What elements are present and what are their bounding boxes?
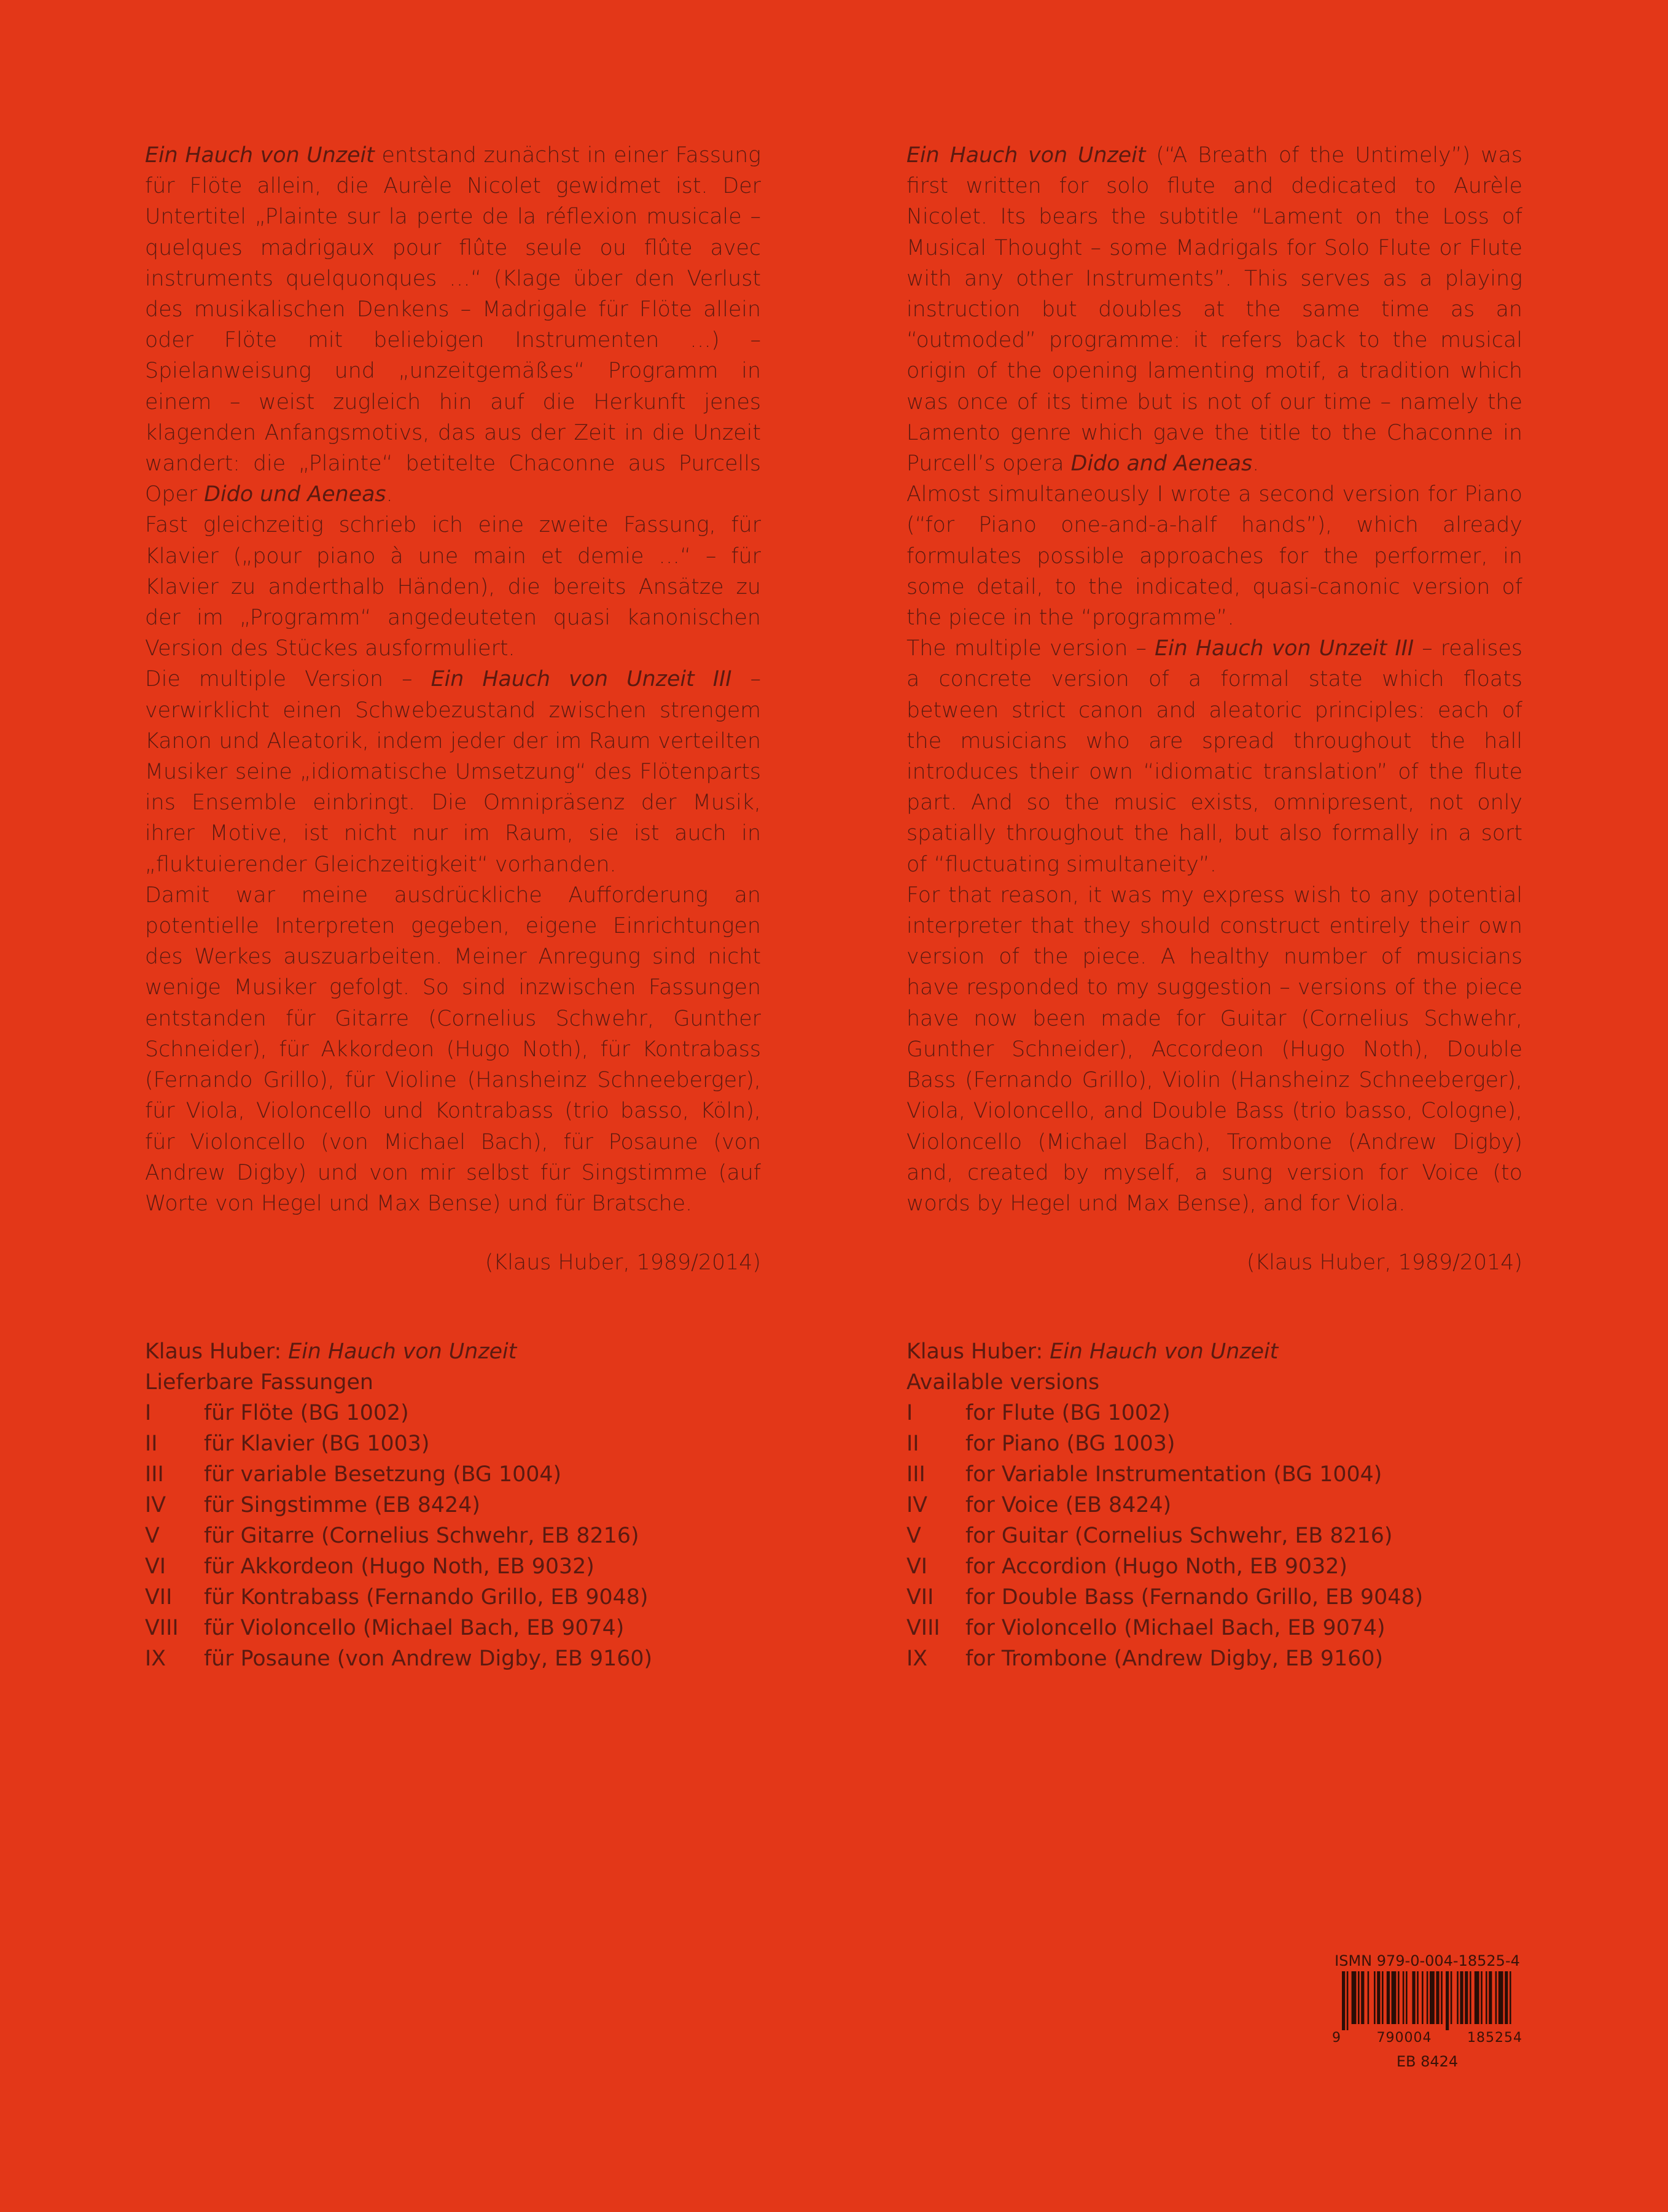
- version-text: für Posaune (von Andrew Digby, EB 9160): [204, 1646, 653, 1671]
- version-item: [906, 1551, 1522, 1582]
- barcode-bar: [1361, 1971, 1364, 2024]
- barcode-digits-left: 790004: [1376, 2030, 1432, 2046]
- paragraph-text: The multiple version –: [906, 636, 1155, 661]
- version-number: II: [145, 1431, 158, 1456]
- german-paragraph: [145, 880, 761, 1219]
- version-text: für Gitarre (Cornelius Schwehr, EB 8216): [204, 1524, 639, 1548]
- italic-title: Ein Hauch von Unzeit: [145, 143, 375, 168]
- version-text: for Piano (BG 1003): [965, 1431, 1175, 1456]
- version-item: [906, 1398, 1522, 1428]
- version-text: für variable Besetzung (BG 1004): [204, 1462, 562, 1487]
- version-number: VIII: [906, 1616, 940, 1640]
- versions-heading: Available versions: [906, 1370, 1100, 1395]
- version-item: [145, 1613, 761, 1643]
- version-text: für Akkordeon (Hugo Noth, EB 9032): [204, 1554, 594, 1579]
- work-title: Ein Hauch von Unzeit: [288, 1339, 517, 1364]
- english-paragraph: [906, 880, 1522, 1219]
- work-title: Ein Hauch von Unzeit: [1050, 1339, 1279, 1364]
- paragraph-text: Almost simultaneously I wrote a second version for Piano (“for Piano one-and-a-half hands”), which already formulates possible approaches for the performer, in some detail, to the indicated, quasi-canonic version of the piece in the “programme”.: [906, 482, 1522, 631]
- barcode-bar: [1486, 1971, 1487, 2024]
- version-text: for Double Bass (Fernando Grillo, EB 9048): [965, 1585, 1424, 1610]
- italic-title: Ein Hauch von Unzeit: [906, 143, 1146, 168]
- paragraph-text: Fast gleichzeitig schrieb ich eine zweite Fassung, für Klavier („pour piano à une main et demie …“ – für Klavier zu anderthalb Händen), die bereits Ansätze zu der im „Programm“ angedeuteten quasi kanonischen Version des Stückes ausformuliert.: [145, 513, 761, 661]
- barcode-bar: [1489, 1971, 1492, 2024]
- version-text: für Kontrabass (Fernando Grillo, EB 9048): [204, 1585, 649, 1610]
- paragraph-text: – verwirklicht einen Schwebezustand zwischen strengem Kanon und Aleatorik, indem jeder der im Raum verteilten Musiker seine „idiomatische Umsetzung“ des Flötenparts ins Ensemble einbringt. Die Omnipräsenz der Musik, ihrer Motive, ist nicht nur im Raum, sie ist auch in „fluktuierender Gleichzeitigkeit“ vorhanden.: [145, 667, 761, 877]
- paragraph-text: Die multiple Version –: [145, 667, 431, 692]
- barcode-bar: [1475, 1971, 1479, 2024]
- version-text: für Flöte (BG 1002): [204, 1401, 409, 1425]
- paragraph-text: entstand zunächst in einer Fassung für Flöte allein, die Aurèle Nicolet gewidmet ist. Der Untertitel „Plainte sur la perte de la réflexion musicale – quelques madrigaux pour flûte seule ou flûte avec instruments quelquonques …“ (Klage über den Verlust des musikalischen Denkens – Madrigale für Flöte allein oder Flöte mit beliebigen Instrumenten …) – Spielanweisung und „unzeitgemäßes“ Programm in einem – weist zugleich hin auf die Herkunft jenes klagenden Anfangsmotivs, das aus der Zeit in die Unzeit wandert: die „Plainte“ betitelte Chaconne aus Purcells Oper: [145, 143, 762, 507]
- barcode-bar: [1460, 1971, 1463, 2024]
- version-text: für Klavier (BG 1003): [204, 1431, 430, 1456]
- version-number: IV: [145, 1493, 166, 1517]
- barcode-bar: [1347, 1971, 1349, 2030]
- versions-items: [906, 1398, 1522, 1674]
- barcode-bar: [1446, 1971, 1449, 2030]
- composer-name: Klaus Huber:: [906, 1339, 1050, 1364]
- barcode-bar: [1352, 1971, 1357, 2024]
- version-text: for Trombone (Andrew Digby, EB 9160): [965, 1646, 1384, 1671]
- ismn-number: ISMN 979-0-004-18525-4: [1335, 1952, 1520, 1969]
- version-item: [145, 1582, 761, 1613]
- version-number: VII: [906, 1585, 934, 1610]
- versions-heading: Lieferbare Fassungen: [145, 1370, 373, 1395]
- barcode-icon: [1339, 1971, 1515, 2030]
- english-paragraph: [906, 479, 1522, 633]
- version-item: [145, 1398, 761, 1428]
- version-item: [145, 1551, 761, 1582]
- german-versions-list: [145, 1336, 761, 1674]
- versions-title-line: [906, 1336, 1522, 1367]
- barcode-bar: [1441, 1971, 1443, 2024]
- barcode-bar: [1406, 1971, 1408, 2024]
- version-item: [145, 1459, 761, 1490]
- barcode-bar: [1403, 1971, 1405, 2024]
- version-item: [145, 1490, 761, 1521]
- barcode-bar: [1427, 1971, 1428, 2024]
- barcode-bar: [1436, 1971, 1439, 2024]
- barcode-bar: [1417, 1971, 1419, 2024]
- italic-title: Ein Hauch von Unzeit III: [1155, 636, 1414, 661]
- english-text-column: [906, 140, 1522, 1278]
- barcode-bar: [1412, 1971, 1415, 2024]
- version-item: [906, 1643, 1522, 1674]
- version-number: VI: [906, 1554, 928, 1579]
- barcode-bar: [1430, 1971, 1435, 2024]
- german-paragraphs: [145, 140, 761, 1219]
- version-text: for Violoncello (Michael Bach, EB 9074): [965, 1616, 1385, 1640]
- english-paragraph: [906, 140, 1522, 479]
- version-number: V: [906, 1524, 921, 1548]
- italic-title: Ein Hauch von Unzeit III: [431, 667, 732, 692]
- version-item: [145, 1428, 761, 1459]
- barcode-bar: [1465, 1971, 1468, 2024]
- barcode-bar: [1505, 1971, 1508, 2024]
- version-number: IX: [906, 1646, 928, 1671]
- edition-number: EB 8424: [1396, 2053, 1459, 2070]
- barcode-bar: [1398, 1971, 1400, 2024]
- version-item: [906, 1490, 1522, 1521]
- barcode-digits: [1328, 2030, 1526, 2046]
- version-number: VI: [145, 1554, 166, 1579]
- german-text-column: [145, 140, 761, 1278]
- barcode-bar: [1457, 1971, 1459, 2024]
- version-number: III: [145, 1462, 164, 1487]
- version-item: [906, 1428, 1522, 1459]
- version-number: VII: [145, 1585, 173, 1610]
- paragraph-text: – realises a concrete version of a formal state which floats between strict canon and aleatoric principles: each of the musicians who are spread throughout the hall introduces their own “idiomatic translation” of the flute part. And so the music exists, omnipresent, not only spatially throughout the hall, but also formally in a sort of “fluctuating simultaneity”.: [906, 636, 1522, 877]
- barcode-bar: [1481, 1971, 1483, 2024]
- barcode-bar: [1342, 1971, 1345, 2030]
- version-text: for Accordion (Hugo Noth, EB 9032): [965, 1554, 1347, 1579]
- german-signature: (Klaus Huber, 1989/2014): [485, 1250, 761, 1275]
- version-item: [145, 1521, 761, 1551]
- version-item: [906, 1582, 1522, 1613]
- barcode-bar: [1451, 1971, 1452, 2024]
- paragraph-text: .: [386, 482, 393, 507]
- italic-title: Dido und Aeneas: [204, 482, 386, 507]
- english-paragraph: [906, 633, 1522, 880]
- paragraph-text: For that reason, it was my express wish to any potential interpreter that they should construct entirely their own version of the piece. A healthy number of musicians have responded to my suggestion – versions of the piece have now been made for Guitar (Cornelius Schwehr, Gunther Schneider), Accordeon (Hugo Noth), Double Bass (Fernando Grillo), Violin (Hansheinz Schneeberger), Viola, Violoncello, and Double Bass (trio basso, Cologne), Violoncello (Michael Bach), Trombone (Andrew Digby) and, created by myself, a sung version for Voice (to words by Hegel und Max Bense), and for Viola.: [906, 882, 1522, 1216]
- version-item: [906, 1459, 1522, 1490]
- barcode-block: [1328, 1952, 1526, 2071]
- paragraph-text: (“A Breath of the Untimely”) was first written for solo flute and dedicated to Aurèle Nicolet. Its bears the subtitle “Lament on the Loss of Musical Thought – some Madrigals for Solo Flute or Flute with any other Instruments”. This serves as a playing instruction but doubles at the same time as an “outmoded” programme: it refers back to the musical origin of the opening lamenting motif, a tradition which was once of its time but is not of our time – namely the Lamento genre which gave the title to the Chaconne in Purcell’s opera: [906, 143, 1523, 477]
- english-signature: (Klaus Huber, 1989/2014): [1246, 1250, 1522, 1275]
- barcode-bar: [1368, 1971, 1370, 2024]
- barcode-bar: [1377, 1971, 1380, 2024]
- version-text: for Variable Instrumentation (BG 1004): [965, 1462, 1382, 1487]
- version-number: IX: [145, 1646, 166, 1671]
- barcode-bar: [1498, 1971, 1503, 2024]
- composer-name: Klaus Huber:: [145, 1339, 289, 1364]
- version-number: I: [906, 1401, 913, 1425]
- barcode-bar: [1422, 1971, 1424, 2024]
- version-number: I: [145, 1401, 152, 1425]
- paragraph-text: Damit war meine ausdrückliche Aufforderung an potentielle Interpreten gegeben, eigene Einrichtungen des Werkes auszuarbeiten. Meiner Anregung sind nicht wenige Musiker gefolgt. So sind inzwischen Fassungen entstanden für Gitarre (Cornelius Schwehr, Gunther Schneider), für Akkordeon (Hugo Noth), für Kontrabass (Fernando Grillo), für Violine (Hansheinz Schneeberger), für Viola, Violoncello und Kontrabass (trio basso, Köln), für Violoncello (von Michael Bach), für Posaune (von Andrew Digby) und von mir selbst für Singstimme (auf Worte von Hegel und Max Bense) und für Bratsche.: [145, 882, 761, 1216]
- german-paragraph: [145, 510, 761, 664]
- german-paragraph: [145, 140, 761, 510]
- barcode-bar: [1387, 1971, 1390, 2024]
- version-item: [906, 1521, 1522, 1551]
- version-number: V: [145, 1524, 160, 1548]
- barcode-bar: [1470, 1971, 1471, 2024]
- version-item: [906, 1613, 1522, 1643]
- version-text: for Guitar (Cornelius Schwehr, EB 8216): [965, 1524, 1393, 1548]
- english-paragraphs: [906, 140, 1522, 1219]
- version-number: VIII: [145, 1616, 179, 1640]
- version-text: for Voice (EB 8424): [965, 1493, 1172, 1517]
- barcode-bar: [1374, 1971, 1376, 2024]
- versions-title-line: [145, 1336, 761, 1367]
- german-paragraph: [145, 664, 761, 879]
- version-text: für Singstimme (EB 8424): [204, 1493, 480, 1517]
- version-text: für Violoncello (Michael Bach, EB 9074): [204, 1616, 625, 1640]
- paragraph-text: .: [1252, 451, 1260, 477]
- version-text: for Flute (BG 1002): [965, 1401, 1171, 1425]
- barcode-bar: [1495, 1971, 1497, 2024]
- version-item: [145, 1643, 761, 1674]
- barcode-bar: [1392, 1971, 1397, 2024]
- barcode-digit-lead: 9: [1332, 2030, 1341, 2046]
- english-versions-list: [906, 1336, 1522, 1674]
- version-number: III: [906, 1462, 926, 1487]
- barcode-bar: [1510, 1971, 1511, 2024]
- versions-items: [145, 1398, 761, 1674]
- version-number: II: [906, 1431, 919, 1456]
- barcode-digits-right: 185254: [1467, 2030, 1522, 2046]
- version-number: IV: [906, 1493, 928, 1517]
- italic-title: Dido and Aeneas: [1070, 451, 1253, 477]
- barcode-bar: [1358, 1971, 1360, 2024]
- barcode-bar: [1382, 1971, 1384, 2024]
